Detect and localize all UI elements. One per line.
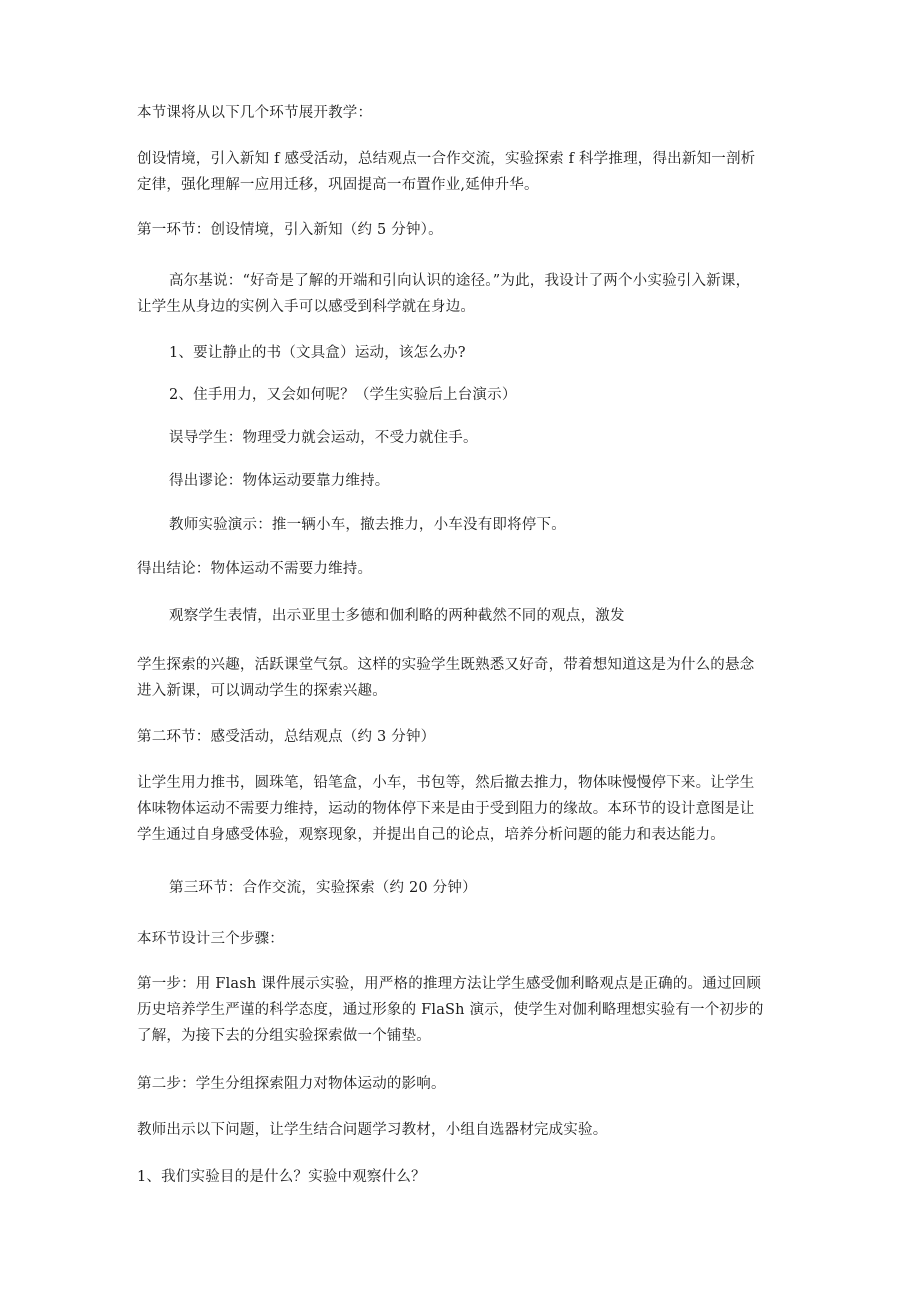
gorky-quote-paragraph [169,268,750,294]
interest-paragraph [137,652,754,704]
text-line: 学生通过自身感受体验，观察现象，并提出自己的论点，培养分析问题的能力和表达能力。 [137,827,725,843]
text-line: 让学生用力推书，圆珠笔，铅笔盒，小车，书包等，然后撤去推力，物体味慢慢停下来。让学生 [137,775,755,791]
text-line: 误导学生：物理受力就会运动，不受力就住手。 [169,430,478,446]
teaching-flow-paragraph [137,146,755,198]
text-line: 本节课将从以下几个环节展开教学： [137,105,373,121]
text-line: 第三环节：合作交流，实验探索（约 20 分钟） [169,880,477,896]
observation-paragraph [169,603,625,629]
text-line: 第一步：用 Flash 课件展示实验，用严格的推理方法让学生感受伽利略观点是正确的。通过回顾 [137,976,762,992]
question-2 [169,382,517,408]
fallacy-paragraph [169,468,390,494]
gorky-quote-continuation [137,294,475,320]
text-line: 学生探索的兴趣，活跃课堂气氛。这样的实验学生既熟悉又好奇，带着想知道这是为什么的悬念 [137,657,755,673]
step-1-paragraph [137,971,764,1049]
teacher-demo-paragraph [169,512,566,538]
question-1 [169,340,466,366]
text-line: 高尔基说：“好奇是了解的开端和引向认识的途径。”为此，我设计了两个小实验引入新课， [169,273,751,289]
text-line: 教师出示以下问题，让学生结合问题学习教材，小组自选器材完成实验。 [137,1122,608,1138]
text-line: 历史培养学生严谨的科学态度，通过形象的 FlaSh 演示，使学生对伽利略理想实验有一个初步的 [137,1002,764,1018]
intro-paragraph [137,100,372,126]
text-line: 1、要让静止的书（文具盒）运动，该怎么办? [169,345,466,361]
step-2-paragraph [137,1071,446,1097]
section-heading-3 [169,875,477,901]
conclusion-paragraph [137,556,372,582]
question-list-item-1 [137,1164,426,1190]
text-line: 第二环节：感受活动，总结观点（约 3 分钟） [137,729,436,745]
push-activity-paragraph [137,770,754,848]
text-line: 2、住手用力，又会如何呢？（学生实验后上台演示） [169,387,517,403]
text-line: 进入新课，可以调动学生的探索兴趣。 [137,683,387,699]
text-line: 第一环节：创设情境，引入新知（约 5 分钟）。 [137,222,443,238]
teacher-questions-paragraph [137,1117,607,1143]
text-line: 本环节设计三个步骤： [137,931,284,947]
text-line: 教师实验演示：推一辆小车，撤去推力，小车没有即将停下。 [169,517,566,533]
text-line: 定律，强化理解一应用迁移，巩固提高一布置作业,延伸升华。 [137,177,539,193]
section-heading-2 [137,724,435,750]
text-line: 第二步：学生分组探索阻力对物体运动的影响。 [137,1076,446,1092]
text-line: 得出谬论：物体运动要靠力维持。 [169,473,390,489]
text-line: 让学生从身边的实例入手可以感受到科学就在身边。 [137,299,476,315]
text-line: 1、我们实验目的是什么？实验中观察什么？ [137,1169,426,1185]
section-heading-1 [137,217,443,243]
text-line: 了解，为接下去的分组实验探索做一个铺垫。 [137,1028,431,1044]
text-line: 创设情境，引入新知 f 感受活动，总结观点一合作交流，实验探索 f 科学推理，得出新知一剖析 [137,151,756,167]
mislead-paragraph [169,425,478,451]
steps-intro-paragraph [137,926,284,952]
text-line: 体味物体运动不需要力维持，运动的物体停下来是由于受到阻力的缘故。本环节的设计意图是让 [137,801,755,817]
text-line: 得出结论：物体运动不需要力维持。 [137,561,373,577]
text-line: 观察学生表情，出示亚里士多德和伽利略的两种截然不同的观点，激发 [169,608,625,624]
